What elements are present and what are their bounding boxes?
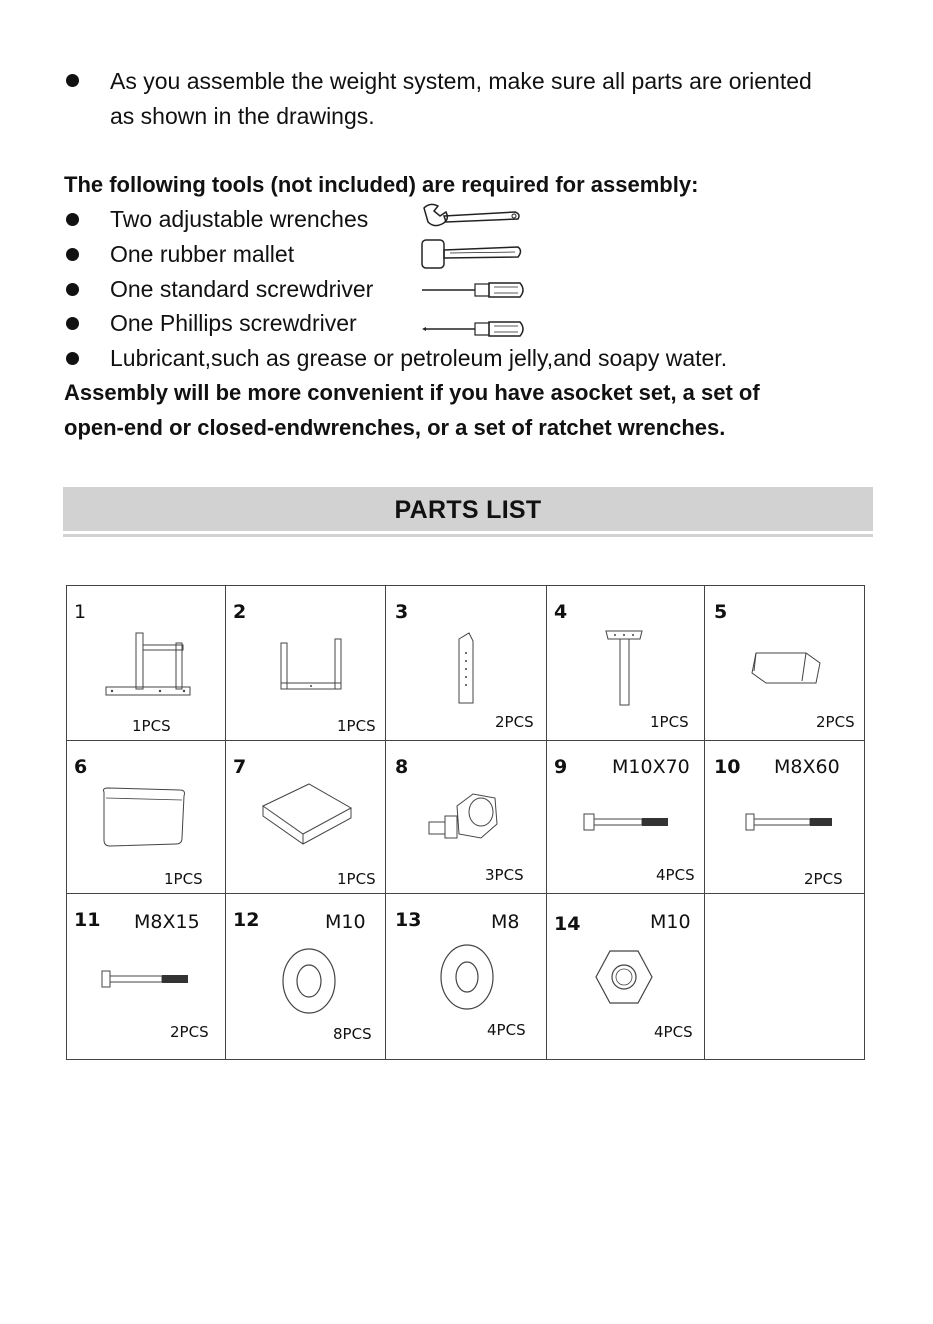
bullet [66, 74, 79, 87]
part-number: 14 [554, 913, 581, 935]
part-number: 11 [74, 909, 101, 931]
u-frame-icon [273, 635, 351, 699]
part-quantity: 1PCS [337, 870, 376, 888]
part-quantity: 4PCS [487, 1021, 526, 1039]
part-number: 3 [395, 601, 409, 623]
divider [63, 534, 873, 537]
hex-nut-icon [592, 945, 656, 1009]
part-spec: M8 [491, 911, 520, 933]
end-cap-icon [744, 643, 828, 693]
part-number: 2 [233, 601, 247, 623]
parts-table [66, 585, 865, 1060]
part-number: 6 [74, 756, 88, 778]
intro-line-2: as shown in the drawings. [110, 103, 375, 129]
adjustable-wrench-icon [420, 202, 525, 232]
part-quantity: 1PCS [650, 713, 689, 731]
part-number: 13 [395, 909, 422, 931]
part-number: 8 [395, 756, 409, 778]
post-bracket-icon [600, 625, 650, 709]
part-cell [704, 585, 864, 740]
part-cell [225, 893, 385, 1059]
part-number: 7 [233, 756, 247, 778]
part-number: 1 [74, 601, 87, 623]
rubber-mallet-icon [420, 236, 525, 272]
part-number: 5 [714, 601, 728, 623]
part-cell [704, 740, 864, 893]
part-cell [66, 585, 225, 740]
part-quantity: 1PCS [337, 717, 376, 735]
part-quantity: 4PCS [654, 1023, 693, 1041]
tools-heading: The following tools (not included) are required for assembly: [64, 172, 699, 197]
note-line-1: Assembly will be more convenient if you have asocket set, a set of [64, 380, 760, 405]
part-cell [385, 740, 546, 893]
seat-pad-icon [255, 776, 355, 852]
part-cell [385, 893, 546, 1059]
parts-list-banner [63, 487, 873, 531]
washer-icon [437, 941, 497, 1013]
part-number: 12 [233, 909, 260, 931]
part-cell [225, 585, 385, 740]
part-cell [66, 893, 225, 1059]
bullet [66, 248, 79, 261]
divider [864, 585, 865, 1060]
part-cell-empty [704, 893, 864, 1059]
part-number: 9 [554, 756, 568, 778]
knob-icon [425, 784, 501, 848]
intro-line-1: As you assemble the weight system, make sure all parts are oriented [110, 68, 812, 94]
part-cell [546, 893, 704, 1059]
bullet [66, 213, 79, 226]
part-cell [66, 740, 225, 893]
note-line-2: open-end or closed-endwrenches, or a set of ratchet wrenches. [64, 415, 726, 440]
part-spec: M10X70 [612, 756, 690, 778]
part-quantity: 8PCS [333, 1025, 372, 1043]
tool-item-1: Two adjustable wrenches [110, 206, 369, 232]
part-number: 4 [554, 601, 568, 623]
bolt-icon [744, 810, 836, 834]
part-spec: M10 [650, 911, 691, 933]
part-quantity: 2PCS [495, 713, 534, 731]
part-quantity: 2PCS [816, 713, 855, 731]
bolt-icon [582, 810, 672, 834]
part-cell [385, 585, 546, 740]
bullet [66, 283, 79, 296]
part-quantity: 3PCS [485, 866, 524, 884]
phillips-screwdriver-icon [420, 318, 530, 340]
tool-item-2: One rubber mallet [110, 241, 295, 267]
tool-item-4: One Phillips screwdriver [110, 310, 357, 336]
upright-tube-icon [447, 627, 487, 707]
divider [66, 1059, 865, 1060]
part-cell [546, 740, 704, 893]
part-quantity: 2PCS [804, 870, 843, 888]
bullet [66, 317, 79, 330]
part-quantity: 4PCS [656, 866, 695, 884]
frame-base-icon [100, 625, 196, 705]
bolt-icon [100, 967, 192, 991]
part-quantity: 1PCS [164, 870, 203, 888]
part-spec: M10 [325, 911, 366, 933]
tool-item-3: One standard screwdriver [110, 276, 374, 302]
flat-screwdriver-icon [420, 279, 530, 301]
part-cell [225, 740, 385, 893]
washer-icon [279, 945, 339, 1017]
part-quantity: 2PCS [170, 1023, 209, 1041]
part-spec: M8X15 [134, 911, 200, 933]
parts-list-title: PARTS LIST [394, 496, 542, 524]
bullet [66, 352, 79, 365]
backrest-pad-icon [96, 784, 192, 854]
part-spec: M8X60 [774, 756, 840, 778]
part-quantity: 1PCS [132, 717, 171, 735]
tool-item-5: Lubricant,such as grease or petroleum jelly,and soapy water. [110, 345, 728, 371]
part-number: 10 [714, 756, 741, 778]
part-cell [546, 585, 704, 740]
